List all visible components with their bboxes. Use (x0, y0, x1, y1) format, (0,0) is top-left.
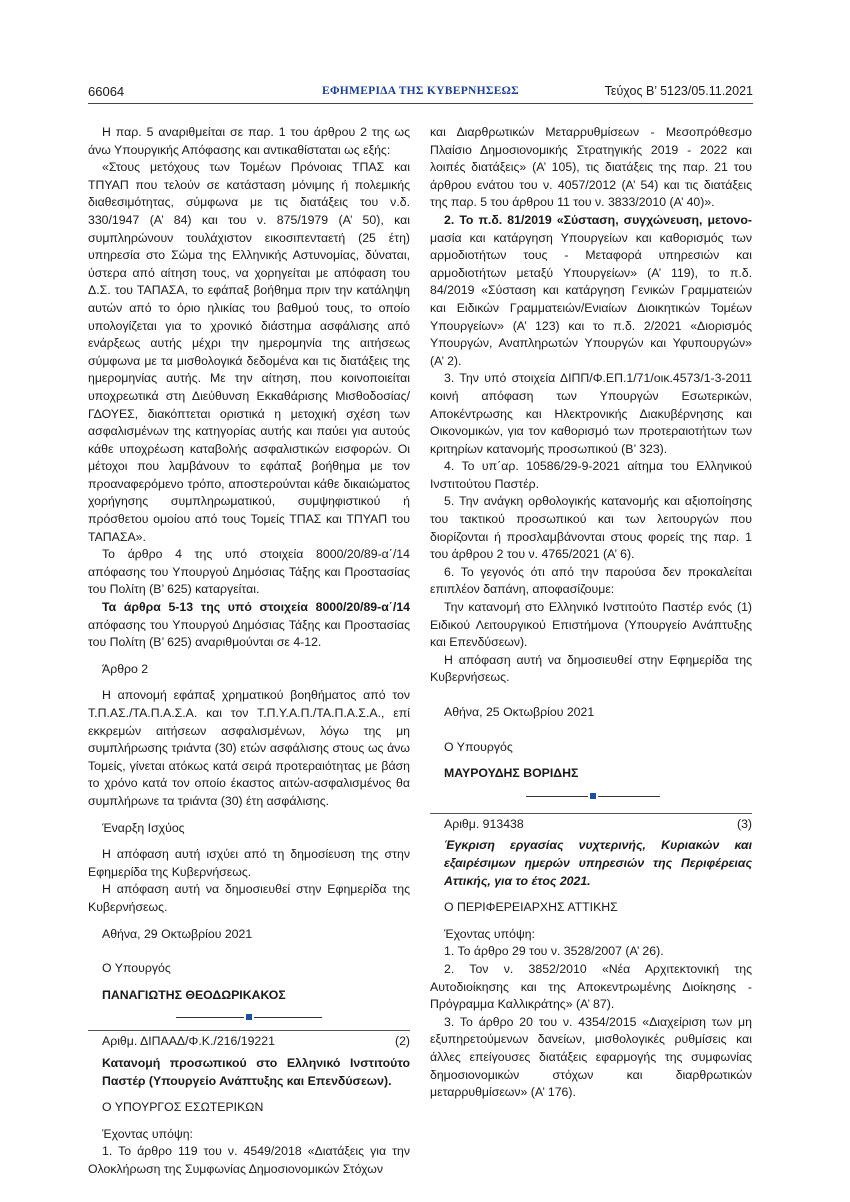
list-item: 5. Την ανάγκη ορθολογικής κατανομής και αξιοποίησης του τακτικού προσωπικού και των λειτουργών που διορίζονται ή προσλαμβάνονται στους φορείς της παρ. 1 του άρθρου 2 του ν. 4765/2021 (Α’ 6). (430, 494, 752, 562)
signer-title: Ο Υπουργός (102, 961, 171, 976)
page-header (88, 84, 753, 104)
issuing-authority: Ο ΥΠΟΥΡΓΟΣ ΕΣΩΤΕΡΙΚΩΝ (102, 1100, 264, 1115)
page-number: 66064 (88, 84, 125, 99)
list-item: 3. Το άρθρο 20 του ν. 4354/2015 «Διαχείριση των μη εξυπηρετούμενων δανείων, μισθολογικές ρυθμίσεις και άλλες επείγουσες διατάξεις εφαρμογής της συμφωνίας δημοσιονομικών στόχων και διαρθρωτικών μεταρρυθμίσεων» (Α’ 176). (430, 1014, 752, 1100)
bold-text: 2. Το π.δ. 81/2019 «Σύσταση, συγχώνευση, μετονο- (444, 212, 752, 227)
list-item (430, 212, 752, 370)
article-title: Άρθρο 2 (102, 661, 149, 676)
having-regard: Έχοντας υπόψη: (102, 1126, 193, 1141)
list-item: 2. Τον ν. 3852/2010 «Νέα Αρχιτεκτονική της Αυτοδιοίκησης και της Αποκεντρωμένης Διοίκησης - Πρόγραμμα Καλλικράτης» (Α’ 87). (430, 961, 752, 1012)
text: μασία και κατάργηση Υπουργείων και καθορισμός των αρμοδιοτήτων τους - Μεταφορά υπηρεσιών και αρμοδιοτήτων μεταξύ Υπουργείων» (Α’ 119), το π.δ. 84/2019 «Σύσταση και κατάργηση Γενικών Γραμματειών και Ειδικών Γραμματειών/Ενιαίων Διοικητικών Τομέων Υπουργείων» (Α’ 123) και το π.δ. 2/2021 «Διορισμός Υπουργών, Αναπληρωτών Υπουργών και Υφυπουργών» (Α’ 2). (430, 230, 752, 368)
section-separator (430, 789, 752, 803)
decision-number-row (430, 813, 752, 834)
header-divider (88, 103, 753, 104)
paragraph: Η απόφαση αυτή να δημοσιευθεί στην Εφημερίδα της Κυβερνήσεως. (430, 652, 752, 685)
bold-text: Τα άρθρα 5-13 της υπό στοιχεία 8000/20/89-α΄/14 (102, 600, 410, 615)
paragraph: Η απόφαση αυτή να δημοσιευθεί στην Εφημερίδα της Κυβερνήσεως. (88, 882, 410, 914)
decision-number: Αριθμ. ΔΙΠΑΑΔ/Φ.Κ./216/19221 (102, 1034, 275, 1049)
paragraph: Η παρ. 5 αναριθμείται σε παρ. 1 του άρθρου 2 της ως άνω Υπουργικής Απόφασης και αντικαθίσταται ως εξής: (88, 125, 410, 157)
paragraph (88, 599, 410, 652)
issuing-authority: Ο ΠΕΡΙΦΕΡΕΙΑΡΧΗΣ ΑΤΤΙΚΗΣ (444, 900, 618, 915)
right-column (430, 124, 752, 1102)
decision-number: Αριθμ. 913438 (444, 816, 524, 831)
list-item: 1. Το άρθρο 29 του ν. 3528/2007 (Α’ 26). (444, 944, 664, 959)
signer-name: ΜΑΥΡΟΥΔΗΣ ΒΟΡΙΔΗΣ (444, 766, 579, 781)
paragraph: Η απόφαση αυτή ισχύει από τη δημοσίευση της στην Εφημερίδα της Κυβερνήσεως. (88, 847, 410, 879)
paragraph: και Διαρθρωτικών Μεταρρυθμίσεων - Μεσοπρόθεσμο Πλαίσιο Δημοσιονομικής Στρατηγικής 2019 - 2022 και λοιπές διατάξεις» (Α’ 105), τις διατάξεις της παρ. 21 του άρθρου ενάτου του ν. 4057/2012 (Α’ 54) και τις διατάξεις της παρ. 5 του άρθρου 11 του ν. 3833/2010 (Α’ 40)». (430, 125, 752, 210)
list-item: 6. Το γεγονός ότι από την παρούσα δεν προκαλείται επιπλέον δαπάνη, αποφασίζουμε: (430, 564, 752, 597)
signing-date: Αθήνα, 25 Οκτωβρίου 2021 (444, 705, 595, 719)
signing-date: Αθήνα, 29 Οκτωβρίου 2021 (102, 926, 253, 941)
paragraph: Η απονομή εφάπαξ χρηματικού βοηθήματος από τον Τ.Π.ΑΣ./ΤΑ.Π.Α.Σ.Α. και τον Τ.Π.Υ.Α.Π./ΤΑ.Π.Α.Σ.Α., επί εκκρεμών αιτήσεων ασφαλισμένων, λόγω της μη συμπλήρωσης τριάντα (30) ετών ασφάλισης στους ως άνω Τομείς, γίνεται ατόκως κατά σειρά προτεραιότητας με βάση το χρόνο κατά τον οποίο έκαστος αιτών-ασφαλισμένος θα συμπλήρωνε τα τριάντα (30) έτη ασφάλισης. (88, 688, 410, 808)
paragraph: «Στους μετόχους των Τομέων Πρόνοιας ΤΠΑΣ και ΤΠΥΑΠ που τελούν σε κατάσταση μόνιμης ή πολεμικής διαθεσιμότητας, σύμφωνα με τις διατάξεις του ν.δ. 330/1947 (Α’ 84) και του ν. 875/1979 (Α’ 50), και συμπληρώνουν τουλάχιστον εικοσιπενταετή (25 έτη) υπηρεσία στο Σώμα της Ελληνικής Αστυνομίας, δύναται, ύστερα από αίτηση τους, να χορηγείται με απόφαση του Δ.Σ. του ΤΑΠΑΣΑ, το εφάπαξ βοήθημα πριν την κατάληψη αυτών από το όριο ηλικίας του βαθμού τους, το οποίο υπολογίζεται για το χρονικό διάστημα ασφάλισης από ενάρξεως αυτής μέχρι την ημερομηνία της αιτήσεως σύμφωνα με τα μισθολογικά δεδομένα και τις διατάξεις της ημερομηνίας αυτής. Με την αίτηση, που κοινοποιείται υποχρεωτικά στη Διεύθυνση Εκκαθάρισης Μισθοδοσίας/ΓΔΟΥΕΣ, διακόπτεται οριστικά η μετοχική σχέση των ασφαλισμένων της κατηγορίας αυτής και παύει για αυτούς κάθε υποχρέωση καταβολής ασφαλιστικών εισφορών. Οι μέτοχοι που λαμβάνουν το εφάπαξ βοήθημα με τον προαναφερόμενο τρόπο, αποστερούνται κάθε δικαιώματος χορήγησης συμπληρωματικού, συμψηφιστικού ή πρόσθετου ομοίου από τους Τομείς ΤΠΑΣ και ΤΠΥΑΠ του ΤΑΠΑΣΑ». (88, 160, 410, 544)
decision-title: Κατανομή προσωπικού στο Ελληνικό Ινστιτούτο Παστέρ (Υπουργείο Ανάπτυξης και Επενδύσεων). (102, 1055, 410, 1088)
gazette-title: ΕΦΗΜΕΡΙΔΑ ΤΗΣ ΚΥΒΕΡΝΗΣΕΩΣ (321, 85, 519, 97)
decision-index: (2) (394, 1034, 410, 1049)
list-item: 4. Το υπ΄αρ. 10586/29-9-2021 αίτημα του Ελληνικού Ινστιτούτου Παστέρ. (430, 459, 752, 491)
signer-name: ΠΑΝΑΓΙΩΤΗΣ ΘΕΟΔΩΡΙΚΑΚΟΣ (102, 987, 286, 1002)
having-regard: Έχοντας υπόψη: (444, 926, 535, 941)
issue-number: Τεύχος B’ 5123/05.11.2021 (604, 84, 753, 98)
list-item: 1. Το άρθρο 119 του ν. 4549/2018 «Διατάξεις για την Ολοκλήρωση της Συμφωνίας Δημοσιονομικών Στόχων (88, 1144, 410, 1176)
section-title: Έναρξη Ισχύος (102, 820, 185, 835)
decision-number-row (88, 1030, 410, 1051)
decision-title: Έγκριση εργασίας νυχτερινής, Κυριακών και εξαιρέσιμων ημερών υπηρεσιών της Περιφέρειας Αττικής, για το έτος 2021. (444, 838, 752, 888)
signer-title: Ο Υπουργός (444, 739, 513, 754)
list-item: 3. Την υπό στοιχεία ΔΙΠΠ/Φ.ΕΠ.1/71/οικ.4573/1-3-2011 κοινή απόφαση των Υπουργών Εσωτερικών, Αποκέντρωσης και Ηλεκτρονικής Διακυβέρνησης και Οικονομικών, για τον καθορισμό των προτεραιοτήτων των κριτηρίων κατανομής προσωπικού (Β’ 323). (430, 371, 752, 456)
paragraph: Την κατανομή στο Ελληνικό Ινστιτούτο Παστέρ ενός (1) Ειδικού Λειτουργικού Επιστήμονα (Υπουργείο Ανάπτυξης και Επενδύσεων). (430, 600, 752, 650)
decision-index: (3) (736, 816, 752, 831)
paragraph: Το άρθρο 4 της υπό στοιχεία 8000/20/89-α΄/14 απόφασης του Υπουργού Δημόσιας Τάξης και Προστασίας του Πολίτη (Β’ 625) καταργείται. (88, 547, 410, 597)
left-column (88, 124, 410, 1178)
text: απόφασης του Υπουργού Δημόσιας Τάξης και Προστασίας του Πολίτη (Β’ 625) αναριθμούνται σε 4-12. (88, 617, 410, 650)
section-separator (88, 1010, 410, 1024)
